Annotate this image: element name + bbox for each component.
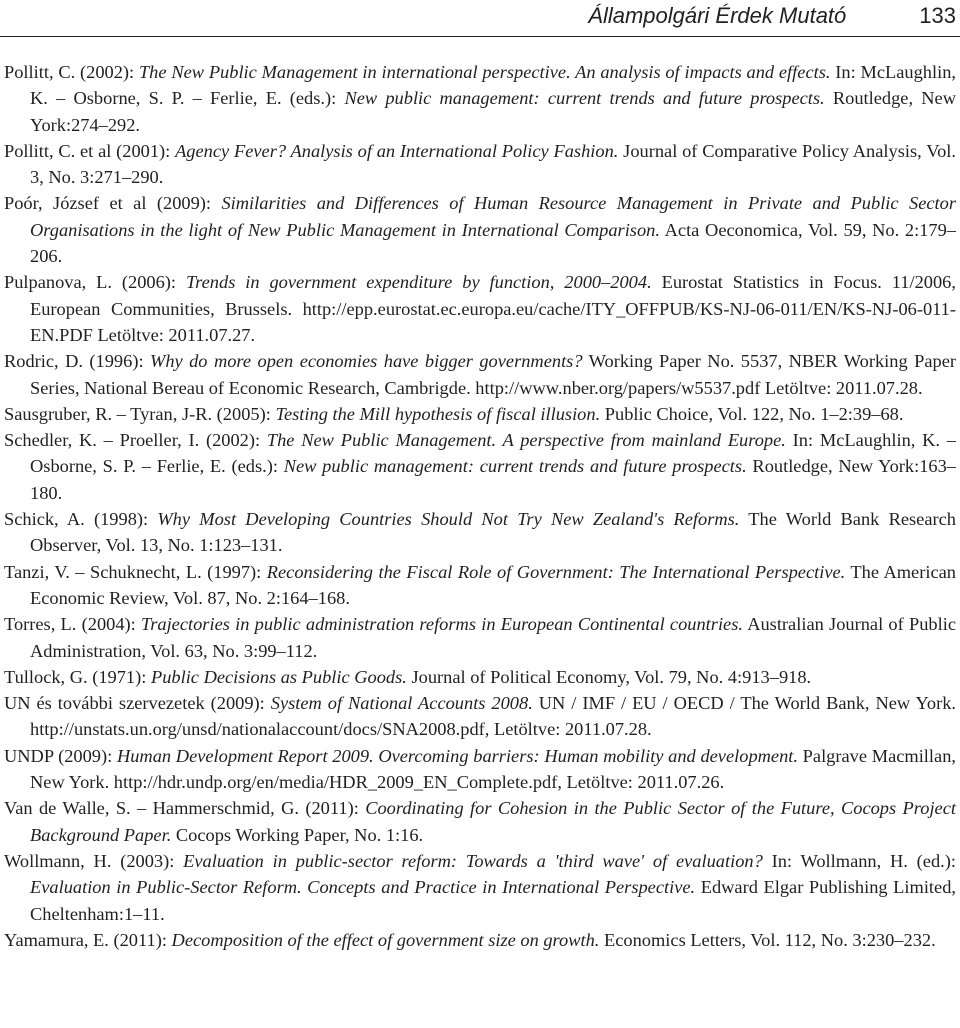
- reference-title: Trajectories in public administration reforms in European Continental countries.: [141, 614, 743, 635]
- reference-entry: [4, 690, 956, 743]
- reference-source: Eurostat Statistics in Focus. 11/2006, European Communities, Brussels. http://epp.eurostat.ec.europa.eu/cache/ITY_OFFPUB/KS-NJ-06-011/EN/KS-NJ-06-011-EN.PDF Letöltve: 2011.07.27.: [30, 272, 956, 345]
- reference-authors: UNDP (2009):: [4, 745, 117, 766]
- reference-entry: [4, 559, 956, 612]
- reference-title: Human Development Report 2009. Overcoming barriers: Human mobility and development.: [116, 745, 798, 766]
- page-header: [0, 0, 960, 34]
- reference-authors: Wollmann, H. (2003):: [4, 850, 184, 871]
- reference-authors: Rodric, D. (1996):: [4, 351, 150, 372]
- reference-book-title: New public management: current trends and future prospects.: [283, 456, 747, 477]
- reference-entry: [4, 401, 956, 427]
- reference-authors: UN és további szervezetek (2009):: [4, 693, 271, 714]
- reference-title: Why do more open economies have bigger governments?: [150, 351, 583, 372]
- reference-authors: Sausgruber, R. – Tyran, J-R. (2005):: [4, 403, 276, 424]
- reference-source: In: McLaughlin, K. – Osborne, S. P. – Ferlie, E. (eds.):: [30, 430, 956, 477]
- reference-authors: Tanzi, V. – Schuknecht, L. (1997):: [4, 561, 267, 582]
- reference-title: Why Most Developing Countries Should Not Try New Zealand's Reforms.: [157, 509, 740, 530]
- reference-authors: Pollitt, C. (2002):: [4, 62, 139, 82]
- reference-source: Palgrave Macmillan, New York. http://hdr.undp.org/en/media/HDR_2009_EN_Complete.pdf, Letöltve: 2011.07.26.: [30, 745, 956, 793]
- reference-source: Working Paper No. 5537, NBER Working Paper Series, National Bereau of Economic Research, Cambrigde. http://www.nber.org/papers/w5537.pdf Letöltve: 2011.07.28.: [30, 351, 956, 398]
- reference-entry: [4, 59, 956, 138]
- reference-source: In: McLaughlin, K. – Osborne, S. P. – Ferlie, E. (eds.):: [30, 62, 957, 109]
- reference-authors: Tullock, G. (1971):: [4, 666, 151, 687]
- reference-list: [4, 59, 956, 953]
- reference-authors: Pollitt, C. et al (2001):: [4, 140, 176, 161]
- reference-title: Similarities and Differences of Human Resource Management in Private and Public Sector Organisations in the light of New Public Management in International Comparison.: [30, 193, 956, 240]
- reference-title: Testing the Mill hypothesis of fiscal illusion.: [275, 403, 601, 424]
- reference-title: Reconsidering the Fiscal Role of Government: The International Perspective.: [266, 561, 846, 582]
- reference-publisher: Routledge, New York:163–180.: [30, 456, 956, 503]
- reference-source: Cocops Working Paper, No. 1:16.: [171, 824, 424, 845]
- reference-book-title: New public management: current trends and future prospects.: [344, 88, 825, 109]
- reference-entry: [4, 795, 956, 848]
- reference-source: Economics Letters, Vol. 112, No. 3:230–232.: [599, 929, 936, 950]
- reference-source: The World Bank Research Observer, Vol. 13, No. 1:123–131.: [30, 509, 956, 556]
- page-number: 133: [919, 3, 956, 28]
- reference-entry: [4, 927, 956, 953]
- reference-authors: Van de Walle, S. – Hammerschmid, G. (2011):: [4, 798, 366, 819]
- reference-entry: [4, 848, 956, 927]
- reference-authors: Schick, A. (1998):: [4, 509, 158, 530]
- reference-entry: [4, 427, 956, 506]
- reference-authors: Poór, József et al (2009):: [4, 193, 222, 214]
- reference-title: Evaluation in public-sector reform: Towards a 'third wave' of evaluation?: [183, 850, 763, 871]
- reference-title: System of National Accounts 2008.: [270, 693, 533, 714]
- reference-entry: [4, 664, 956, 690]
- reference-title: Agency Fever? Analysis of an International Policy Fashion.: [175, 140, 619, 161]
- reference-source: Journal of Political Economy, Vol. 79, No. 4:913–918.: [406, 666, 812, 687]
- header-rule: [0, 36, 960, 37]
- reference-source: Australian Journal of Public Administration, Vol. 63, No. 3:99–112.: [30, 614, 956, 661]
- reference-source: Journal of Comparative Policy Analysis, Vol. 3, No. 3:271–290.: [30, 140, 957, 188]
- reference-book-title: Evaluation in Public-Sector Reform. Concepts and Practice in International Perspective.: [30, 877, 696, 898]
- reference-authors: Pulpanova, L. (2006):: [4, 272, 186, 293]
- reference-title: The New Public Management in international perspective. An analysis of impacts and effects.: [138, 62, 831, 82]
- running-title: Állampolgári Érdek Mutató: [588, 3, 847, 28]
- reference-publisher: Routledge, New York:274–292.: [30, 88, 956, 135]
- reference-title: Trends in government expenditure by function, 2000–2004.: [185, 272, 652, 293]
- reference-entry: [4, 611, 956, 664]
- reference-authors: Schedler, K. – Proeller, I. (2002):: [4, 430, 267, 451]
- reference-source: Acta Oeconomica, Vol. 59, No. 2:179–206.: [30, 219, 956, 267]
- reference-entry: [4, 138, 956, 191]
- reference-title: Coordinating for Cohesion in the Public Sector of the Future, Cocops Project Background Paper.: [30, 798, 956, 845]
- reference-entry: [4, 506, 956, 559]
- reference-title: The New Public Management. A perspective from mainland Europe.: [266, 430, 786, 451]
- reference-authors: Torres, L. (2004):: [4, 614, 141, 635]
- reference-title: Public Decisions as Public Goods.: [150, 666, 407, 687]
- reference-entry: [4, 348, 956, 401]
- reference-source: UN / IMF / EU / OECD / The World Bank, New York. http://unstats.un.org/unsd/nationalaccount/docs/SNA2008.pdf, Letöltve: 2011.07.28.: [30, 693, 956, 740]
- reference-entry: [4, 190, 956, 269]
- reference-entry: [4, 269, 956, 348]
- reference-publisher: Edward Elgar Publishing Limited, Cheltenham:1–11.: [30, 877, 956, 924]
- reference-entry: [4, 743, 956, 796]
- reference-title: Decomposition of the effect of government size on growth.: [171, 929, 600, 950]
- reference-source: The American Economic Review, Vol. 87, No. 2:164–168.: [30, 561, 956, 608]
- reference-source: Public Choice, Vol. 122, No. 1–2:39–68.: [600, 403, 904, 424]
- reference-source: In: Wollmann, H. (ed.):: [762, 850, 956, 871]
- reference-authors: Yamamura, E. (2011):: [4, 929, 172, 950]
